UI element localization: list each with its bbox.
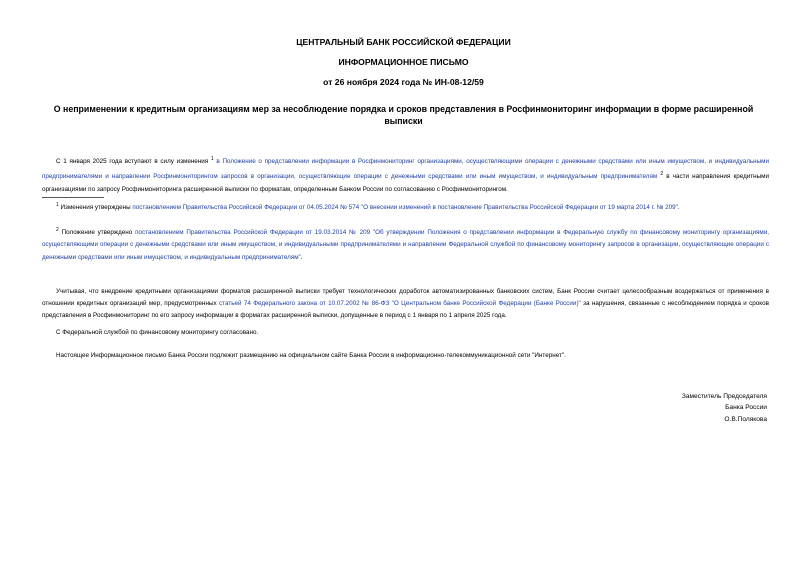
footnote-ref-2[interactable]: 2: [660, 171, 664, 178]
signatory-title: Заместитель Председателя: [681, 393, 767, 400]
law-article-74-link[interactable]: статьей 74 Федерального закона от 10.07.2002 № 86-ФЗ "О Центральном банке Российской Федерации (Банке России)": [219, 300, 581, 308]
regulation-link[interactable]: в Положение о представлении информации в Росфинмониторинг организациями, осуществляющими операции с денежными средствами или иным имуществом, и индивидуальными предпринимателями и направлении Росфинмониторингом запросов в организации, осуществляющие операции с денежными средствами или иным имуществом, и индивидуальным предпринимателям: [42, 158, 770, 181]
paragraph-text: С Федеральной службой по финансовому мониторингу согласовано.: [56, 329, 259, 336]
footnote-mark-2: 2: [56, 227, 59, 233]
paragraph-text: Настоящее Информационное письмо Банка России подлежит размещению на официальном сайте Банка России в информационно-телекоммуникационной сети "Интернет".: [56, 352, 566, 359]
paragraph-publication: [42, 350, 769, 362]
issuer-title: ЦЕНТРАЛЬНЫЙ БАНК РОССИЙСКОЙ ФЕДЕРАЦИИ: [296, 37, 511, 47]
paragraph-text: за нарушения, связанные с несоблюдением порядка и сроков представления в Росфинмониторинг по его запросу информации в форматах расширенной выписки, допущенные в период с 1 января по 1 апреля 2025 года.: [42, 300, 769, 320]
footnote-1: [42, 199, 769, 214]
paragraph-measures: [42, 286, 769, 323]
footnote-2: [42, 224, 769, 264]
footnote-text: Положение утверждено: [61, 229, 133, 237]
document-subject: О неприменении к кредитным организациям мер за несоблюдение порядка и сроков представления в Росфинмониторинг информации в форме расширенной выписки: [53, 104, 754, 126]
paragraph-effective-date: [42, 153, 769, 196]
resolution-574-link[interactable]: постановлением Правительства Российской Федерации от 04.05.2024 № 574 "О внесении изменений в постановление Правительства Российской Федерации от 19 марта 2014 г. № 209": [132, 204, 678, 212]
signatory-name: О.В.Полякова: [724, 415, 767, 423]
footnote-mark-1: 1: [56, 202, 59, 208]
footnote-text: Изменения утверждены: [60, 204, 131, 212]
paragraph-agreed: [42, 327, 769, 339]
document-date-number: от 26 ноября 2024 года № ИН-08-12/59: [323, 77, 484, 87]
paragraph-text: Учитывая, что внедрение кредитными организациями форматов расширенной выписки требует технологических доработок автоматизированных банковских систем, Банк России считает целесообразным воздержаться от применения в отношении кредитных организаций мер, предусмотренных: [42, 288, 769, 308]
document-type: ИНФОРМАЦИОННОЕ ПИСЬМО: [338, 57, 469, 67]
paragraph-text: С 1 января 2025 года вступают в силу изменения: [56, 158, 209, 166]
footnote-end: .: [300, 253, 303, 261]
footnote-divider: [42, 197, 104, 198]
resolution-209-link[interactable]: постановлением Правительства Российской Федерации от 19.03.2014 № 209 "Об утверждении Положения о представлении информации в Федеральную службу по финансовому мониторингу организациями, осуществляющими операции с денежными средствами или иным имуществом, и индивидуальными предпринимателями и направлении Федеральной службой по финансовому мониторингу запросов в организации, осуществляющие операции с денежными средствами или иным имуществом, и индивидуальным предпринимателям": [42, 229, 770, 261]
footnote-ref-1[interactable]: 1: [210, 156, 214, 162]
footnote-end: .: [677, 204, 680, 212]
paragraph-text: в части направления кредитными организациями по запросу Росфинмониторинга расширенной выписки по форматам, определенным Банком России по согласованию с Росфинмониторингом.: [42, 173, 770, 193]
signature-block: [682, 391, 767, 425]
signatory-organization: Банка России: [725, 404, 767, 412]
